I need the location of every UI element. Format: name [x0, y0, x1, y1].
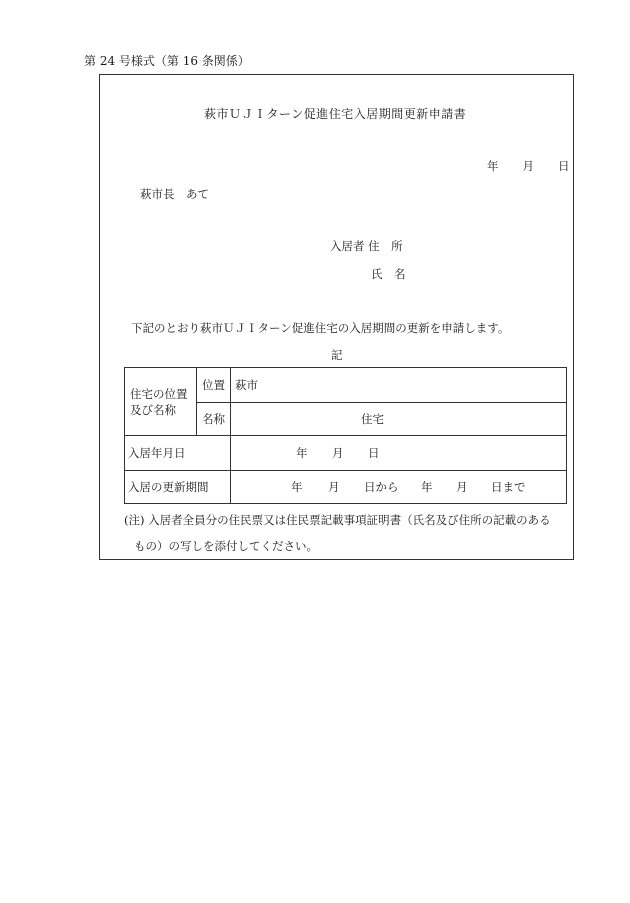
ki-heading: 記 — [331, 348, 343, 362]
renewal-to-year: 年 — [421, 480, 433, 494]
note-line-2: もの）の写しを添付してください。 — [134, 539, 318, 553]
move-in-month: 月 — [332, 446, 344, 460]
note-line-1: (注) 入居者全員分の住民票又は住民票記載事項証明書（氏名及び住所の記載のある — [124, 513, 551, 527]
renewal-from-day: 日から — [364, 480, 399, 494]
location-header-line2: 及び名称 — [130, 403, 176, 417]
table-line — [125, 435, 567, 436]
applicant-address-label: 入居者 住 所 — [330, 239, 403, 253]
table-line — [125, 470, 567, 471]
move-in-year: 年 — [296, 446, 308, 460]
position-value: 萩市 — [235, 378, 258, 392]
move-in-label: 入居年月日 — [128, 446, 186, 460]
request-statement: 下記のとおり萩市ＵＪＩターン促進住宅の入居期間の更新を申請します。 — [131, 321, 510, 335]
detail-table — [124, 367, 567, 504]
move-in-day: 日 — [368, 446, 380, 460]
date-year-label: 年 — [487, 159, 499, 173]
date-day-label: 日 — [558, 159, 570, 173]
renewal-to-day: 日まで — [491, 480, 526, 494]
table-line — [230, 368, 231, 504]
addressee: 萩市長 あて — [140, 187, 209, 201]
renewal-from-year: 年 — [291, 480, 303, 494]
form-title: 萩市ＵＪＩターン促進住宅入居期間更新申請書 — [204, 107, 467, 121]
renewal-label: 入居の更新期間 — [128, 480, 209, 494]
location-header-line1: 住宅の位置 — [130, 387, 188, 401]
form-number: 第 24 号様式（第 16 条関係） — [84, 54, 250, 68]
renewal-to-month: 月 — [456, 480, 468, 494]
name-value: 住宅 — [361, 412, 384, 426]
table-line — [196, 402, 567, 403]
applicant-name-label: 氏 名 — [371, 267, 406, 281]
date-month-label: 月 — [522, 159, 534, 173]
position-label: 位置 — [202, 378, 225, 392]
date-line — [487, 161, 570, 173]
name-label: 名称 — [202, 412, 225, 426]
renewal-from-month: 月 — [328, 480, 340, 494]
